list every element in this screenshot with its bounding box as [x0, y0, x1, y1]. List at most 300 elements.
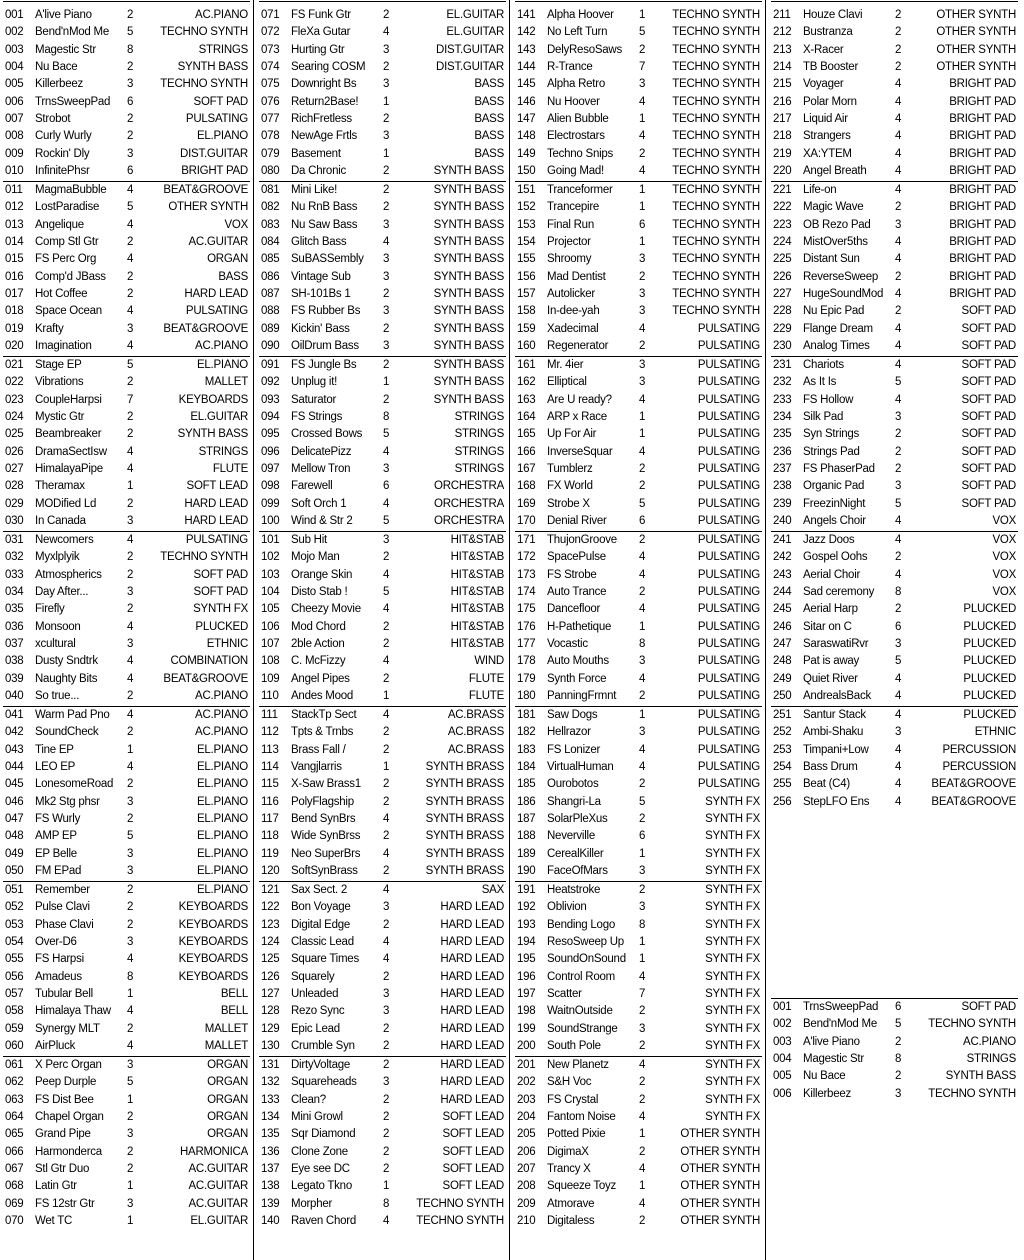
patch-name: Nu Epic Pad — [803, 305, 865, 318]
patch-name: LEO EP — [35, 761, 76, 774]
patch-name: Alpha Retro — [547, 78, 605, 91]
patch-name: Gospel Oohs — [803, 551, 868, 564]
patch-name: Shangri-La — [547, 795, 601, 808]
patch-row — [515, 7, 762, 24]
patch-category: ORGAN — [207, 1111, 248, 1124]
patch-number: 144 — [517, 61, 536, 74]
patch-category: ORCHESTRA — [434, 515, 504, 528]
patch-row — [259, 951, 506, 968]
patch-number: 248 — [773, 655, 792, 668]
patch-name: Nu Hoover — [547, 95, 600, 108]
patch-number: 132 — [261, 1076, 280, 1089]
part-count: 4 — [639, 672, 646, 685]
patch-number: 135 — [261, 1128, 280, 1141]
patch-name: Sitar on C — [803, 620, 852, 633]
vertical-divider — [765, 0, 766, 1260]
patch-category: SYNTH BASS — [433, 270, 504, 283]
patch-number: 187 — [517, 813, 536, 826]
patch-name: Magestic Str — [35, 43, 96, 56]
patch-name: Strobe X — [547, 497, 590, 510]
patch-number: 239 — [773, 497, 792, 510]
patch-number: 068 — [5, 1180, 24, 1193]
part-count: 3 — [383, 463, 390, 476]
patch-name: FS Perc Org — [35, 253, 97, 266]
part-count: 2 — [127, 288, 134, 301]
part-count: 5 — [127, 830, 134, 843]
patch-number: 146 — [517, 95, 536, 108]
patch-row — [515, 426, 762, 443]
part-count: 1 — [383, 1180, 390, 1193]
part-count: 2 — [127, 61, 134, 74]
part-count: 2 — [383, 61, 390, 74]
patch-number: 001 — [773, 1001, 792, 1013]
part-count: 2 — [127, 918, 134, 931]
patch-category: PULSATING — [697, 322, 760, 335]
part-count: 2 — [383, 1145, 390, 1158]
patch-row — [515, 776, 762, 793]
patch-number: 216 — [773, 95, 792, 108]
patch-number: 217 — [773, 113, 792, 126]
patch-number: 122 — [261, 901, 280, 914]
patch-number: 222 — [773, 201, 792, 214]
patch-name: Chariots — [803, 359, 844, 371]
part-count: 5 — [127, 26, 134, 39]
patch-category: HARMONICA — [179, 1145, 248, 1158]
patch-row — [515, 828, 762, 845]
patch-number: 126 — [261, 970, 280, 983]
patch-number: 170 — [517, 515, 536, 528]
part-count: 4 — [639, 165, 646, 178]
patch-name: FaceOfMars — [547, 865, 608, 878]
patch-row — [259, 338, 506, 355]
part-count: 3 — [383, 901, 390, 914]
patch-row — [515, 1126, 762, 1143]
patch-name: Mystic Gtr — [35, 411, 85, 424]
patch-category: SYNTH BASS — [433, 201, 504, 214]
patch-category: FLUTE — [468, 690, 504, 703]
patch-row — [515, 269, 762, 286]
patch-category: SAX — [481, 884, 504, 896]
patch-row — [515, 619, 762, 636]
patch-row — [3, 917, 250, 934]
part-count: 2 — [127, 428, 134, 441]
patch-number: 008 — [5, 130, 24, 143]
patch-number: 086 — [261, 270, 280, 283]
patch-category: TECHNO SYNTH — [672, 184, 760, 196]
patch-name: Neo SuperBrs — [291, 847, 361, 860]
patch-row — [259, 846, 506, 863]
patch-category: TECHNO SYNTH — [928, 1087, 1016, 1100]
patch-row — [515, 863, 762, 880]
patch-category: BRIGHT PAD — [949, 130, 1016, 143]
patch-row — [515, 1092, 762, 1109]
patch-row — [515, 1144, 762, 1161]
patch-name: No Left Turn — [547, 26, 608, 39]
patch-category: SYNTH FX — [705, 865, 760, 878]
patch-row — [771, 392, 1018, 409]
patch-number: 197 — [517, 988, 536, 1001]
patch-row — [515, 1074, 762, 1091]
patch-name: FleXa Gutar — [291, 26, 351, 39]
part-count: 8 — [895, 586, 902, 599]
patch-name: X Perc Organ — [35, 1059, 102, 1071]
patch-number: 198 — [517, 1005, 536, 1018]
patch-name: Theramax — [35, 480, 85, 493]
patch-number: 060 — [5, 1040, 24, 1053]
patch-category: TECHNO SYNTH — [416, 1215, 504, 1228]
patch-row — [3, 1161, 250, 1178]
patch-number: 148 — [517, 130, 536, 143]
patch-category: HARD LEAD — [440, 1093, 504, 1106]
part-count: 1 — [383, 690, 390, 703]
patch-category: SYNTH BASS — [433, 218, 504, 231]
patch-category: SYNTH FX — [705, 918, 760, 931]
part-count: 4 — [895, 393, 902, 406]
patch-row — [771, 251, 1018, 268]
patch-name: Projector — [547, 236, 591, 249]
patch-row — [3, 951, 250, 968]
part-count: 4 — [895, 95, 902, 108]
patch-category: EL.PIANO — [196, 359, 248, 371]
patch-row — [515, 357, 762, 374]
patch-row — [3, 1038, 250, 1055]
patch-category: PULSATING — [697, 340, 760, 353]
patch-number: 106 — [261, 620, 280, 633]
patch-number: 006 — [5, 95, 24, 108]
patch-category: PLUCKED — [963, 655, 1016, 668]
part-count: 8 — [127, 970, 134, 983]
patch-name: Cheezy Movie — [291, 603, 361, 616]
patch-category: ORCHESTRA — [434, 480, 504, 493]
patch-name: Kickin' Bass — [291, 322, 350, 335]
patch-category: SOFT PAD — [961, 340, 1016, 353]
patch-name: Phase Clavi — [35, 918, 94, 931]
patch-category: HARD LEAD — [440, 936, 504, 949]
patch-number: 019 — [5, 322, 24, 335]
patch-name: FS Strings — [291, 411, 343, 424]
patch-row — [259, 532, 506, 549]
part-count: 4 — [895, 78, 902, 91]
patch-row — [771, 1051, 1018, 1068]
patch-category: SYNTH FX — [705, 884, 760, 896]
patch-row — [515, 128, 762, 145]
patch-number: 080 — [261, 165, 280, 178]
patch-category: BRIGHT PAD — [949, 201, 1016, 214]
patch-number: 221 — [773, 184, 792, 196]
patch-name: Mojo Man — [291, 551, 340, 564]
part-count: 4 — [127, 305, 134, 318]
patch-name: FS Hollow — [803, 393, 854, 406]
patch-name: SH-101Bs 1 — [291, 288, 351, 301]
patch-category: PULSATING — [697, 376, 760, 389]
patch-row — [515, 24, 762, 41]
part-count: 3 — [127, 78, 134, 91]
patch-name: PanningFrmnt — [547, 690, 617, 703]
patch-number: 113 — [261, 743, 279, 756]
patch-name: Bend SynBrs — [291, 813, 356, 826]
part-count: 2 — [639, 147, 646, 160]
part-count: 5 — [639, 795, 646, 808]
patch-number: 176 — [517, 620, 536, 633]
patch-number: 119 — [261, 847, 279, 860]
part-count: 6 — [639, 515, 646, 528]
part-count: 4 — [383, 847, 390, 860]
patch-name: AirPluck — [35, 1040, 76, 1053]
patch-number: 163 — [517, 393, 536, 406]
patch-row — [259, 1003, 506, 1020]
vertical-divider — [509, 0, 510, 1260]
patch-number: 112 — [261, 726, 279, 739]
patch-category: STRINGS — [454, 428, 504, 441]
patch-row — [259, 409, 506, 426]
patch-number: 018 — [5, 305, 24, 318]
patch-number: 098 — [261, 480, 280, 493]
patch-category: PULSATING — [697, 655, 760, 668]
patch-number: 182 — [517, 726, 536, 739]
part-count: 3 — [895, 726, 902, 739]
patch-category: MALLET — [204, 1022, 248, 1035]
patch-category: TECHNO SYNTH — [672, 26, 760, 39]
part-count: 4 — [639, 95, 646, 108]
patch-number: 242 — [773, 551, 792, 564]
patch-row — [771, 742, 1018, 759]
patch-row — [515, 636, 762, 653]
part-count: 4 — [127, 620, 134, 633]
patch-name: Ambi-Shaku — [803, 726, 864, 739]
patch-number: 035 — [5, 603, 24, 616]
part-count: 4 — [127, 672, 134, 685]
patch-name: Auto Mouths — [547, 655, 609, 668]
patch-row — [259, 1213, 506, 1230]
patch-category: BRIGHT PAD — [949, 113, 1016, 126]
part-count: 2 — [383, 359, 390, 371]
part-count: 4 — [127, 1040, 134, 1053]
patch-row — [259, 7, 506, 24]
patch-category: OTHER SYNTH — [168, 201, 248, 214]
patch-name: Houze Clavi — [803, 9, 863, 21]
part-count: 5 — [895, 376, 902, 389]
part-count: 4 — [127, 655, 134, 668]
patch-number: 085 — [261, 253, 280, 266]
patch-name: Brass Fall / — [291, 743, 346, 756]
patch-name: Wind & Str 2 — [291, 515, 353, 528]
patch-name: Newcomers — [35, 534, 94, 546]
part-count: 3 — [383, 988, 390, 1001]
patch-category: BRIGHT PAD — [949, 184, 1016, 196]
patch-row — [259, 128, 506, 145]
patch-name: Syn Strings — [803, 428, 860, 441]
patch-number: 107 — [261, 638, 280, 651]
patch-name: Stl Gtr Duo — [35, 1163, 90, 1176]
patch-number: 024 — [5, 411, 24, 424]
part-count: 4 — [383, 655, 390, 668]
patch-category: HARD LEAD — [440, 1059, 504, 1071]
patch-category: PLUCKED — [963, 638, 1016, 651]
patch-row — [771, 338, 1018, 355]
part-count: 6 — [639, 218, 646, 231]
patch-number: 218 — [773, 130, 792, 143]
part-count: 4 — [895, 743, 902, 756]
patch-name: FS PhaserPad — [803, 463, 875, 476]
patch-row — [3, 392, 250, 409]
patch-category: HARD LEAD — [440, 988, 504, 1001]
patch-name: RichFretless — [291, 113, 352, 126]
patch-category: TECHNO SYNTH — [416, 1197, 504, 1210]
patch-number: 076 — [261, 95, 280, 108]
patch-number: 200 — [517, 1040, 536, 1053]
patch-category: SYNTH FX — [705, 970, 760, 983]
patch-name: Electrostars — [547, 130, 605, 143]
patch-number: 175 — [517, 603, 536, 616]
patch-number: 081 — [261, 184, 280, 196]
patch-number: 054 — [5, 936, 24, 949]
patch-category: SOFT LEAD — [442, 1163, 504, 1176]
part-count: 3 — [383, 130, 390, 143]
patch-row — [259, 357, 506, 374]
patch-name: X-Saw Brass1 — [291, 778, 361, 791]
patch-row — [3, 303, 250, 320]
patch-name: Naughty Bits — [35, 672, 98, 685]
patch-name: Potted Pixie — [547, 1128, 606, 1141]
patch-number: 110 — [261, 690, 279, 703]
part-count: 2 — [639, 463, 646, 476]
part-count: 2 — [895, 1070, 902, 1083]
patch-number: 042 — [5, 726, 24, 739]
patch-name: Final Run — [547, 218, 594, 231]
patch-column-1 — [3, 0, 250, 1260]
patch-name: Bass Drum — [803, 761, 858, 774]
part-count: 2 — [639, 586, 646, 599]
patch-category: TECHNO SYNTH — [160, 78, 248, 91]
patch-category: TECHNO SYNTH — [160, 551, 248, 564]
part-count: 3 — [127, 147, 134, 160]
part-count: 3 — [639, 305, 646, 318]
patch-name: PolyFlagship — [291, 795, 354, 808]
patch-row — [259, 24, 506, 41]
patch-number: 138 — [261, 1180, 280, 1193]
patch-number: 071 — [261, 9, 280, 21]
patch-category: ORGAN — [207, 1093, 248, 1106]
patch-name: Synergy MLT — [35, 1022, 100, 1035]
patch-row — [259, 1074, 506, 1091]
patch-name: HugeSoundMod — [803, 288, 884, 301]
part-count: 4 — [639, 1163, 646, 1176]
patch-category: PULSATING — [697, 568, 760, 581]
patch-row — [3, 409, 250, 426]
patch-number: 171 — [517, 534, 536, 546]
part-count: 4 — [127, 761, 134, 774]
part-count: 3 — [127, 936, 134, 949]
part-count: 4 — [383, 236, 390, 249]
part-count: 5 — [383, 586, 390, 599]
patch-category: SOFT PAD — [961, 376, 1016, 389]
patch-name: Chapel Organ — [35, 1111, 104, 1124]
patch-row — [259, 286, 506, 303]
patch-number: 039 — [5, 672, 24, 685]
patch-name: Angels Choir — [803, 515, 866, 528]
patch-name: SoundOnSound — [547, 953, 626, 966]
patch-category: TECHNO SYNTH — [672, 61, 760, 74]
patch-category: EL.PIANO — [196, 847, 248, 860]
part-count: 4 — [383, 26, 390, 39]
patch-row — [259, 707, 506, 724]
patch-number: 074 — [261, 61, 280, 74]
patch-category: BASS — [218, 270, 248, 283]
patch-row — [3, 601, 250, 618]
patch-row — [3, 24, 250, 41]
patch-category: MALLET — [204, 1040, 248, 1053]
patch-row — [3, 653, 250, 670]
part-count: 4 — [383, 953, 390, 966]
patch-number: 174 — [517, 586, 536, 599]
part-count: 5 — [383, 428, 390, 441]
part-count: 4 — [639, 1197, 646, 1210]
patch-row — [515, 42, 762, 59]
patch-category: HIT&STAB — [450, 551, 504, 564]
patch-name: Vibrations — [35, 376, 84, 389]
patch-name: Stage EP — [35, 359, 82, 371]
patch-category: HARD LEAD — [184, 515, 248, 528]
patch-category: SYNTH BASS — [433, 305, 504, 318]
patch-row — [3, 338, 250, 355]
patch-number: 047 — [5, 813, 24, 826]
patch-category: DIST.GUITAR — [436, 43, 504, 56]
patch-category: TECHNO SYNTH — [160, 26, 248, 39]
patch-name: FS Wurly — [35, 813, 81, 826]
patch-name: Heatstroke — [547, 884, 601, 896]
patch-name: SoundStrange — [547, 1022, 618, 1035]
patch-name: Atmorave — [547, 1197, 595, 1210]
patch-name: SuBASSembly — [291, 253, 364, 266]
patch-number: 002 — [5, 26, 24, 39]
patch-category: OTHER SYNTH — [680, 1128, 760, 1141]
patch-row — [259, 934, 506, 951]
patch-number: 104 — [261, 586, 280, 599]
part-count: 4 — [127, 534, 134, 546]
part-count: 4 — [639, 761, 646, 774]
patch-row — [771, 111, 1018, 128]
patch-category: SYNTH BASS — [433, 236, 504, 249]
part-count: 7 — [127, 393, 134, 406]
part-count: 1 — [639, 847, 646, 860]
patch-name: Raven Chord — [291, 1215, 357, 1228]
patch-name: FS 12str Gtr — [35, 1197, 95, 1210]
part-count: 2 — [895, 26, 902, 39]
patch-row — [259, 496, 506, 513]
patch-row — [3, 513, 250, 530]
patch-category: ORGAN — [207, 1076, 248, 1089]
patch-category: OTHER SYNTH — [680, 1215, 760, 1228]
patch-category: TECHNO SYNTH — [672, 130, 760, 143]
part-count: 2 — [383, 1022, 390, 1035]
patch-number: 052 — [5, 901, 24, 914]
part-count: 8 — [639, 918, 646, 931]
patch-category: SYNTH BRASS — [425, 761, 504, 774]
part-count: 2 — [895, 43, 902, 56]
patch-name: Crossed Bows — [291, 428, 363, 441]
part-count: 3 — [127, 865, 134, 878]
patch-number: 128 — [261, 1005, 280, 1018]
patch-row — [259, 1196, 506, 1213]
part-count: 2 — [383, 393, 390, 406]
patch-name: Nu Bace — [35, 61, 78, 74]
patch-category: BASS — [474, 95, 504, 108]
patch-name: Morpher — [291, 1197, 333, 1210]
patch-category: HARD LEAD — [440, 1040, 504, 1053]
patch-number: 169 — [517, 497, 536, 510]
patch-name: Soft Orch 1 — [291, 497, 347, 510]
part-count: 1 — [383, 95, 390, 108]
